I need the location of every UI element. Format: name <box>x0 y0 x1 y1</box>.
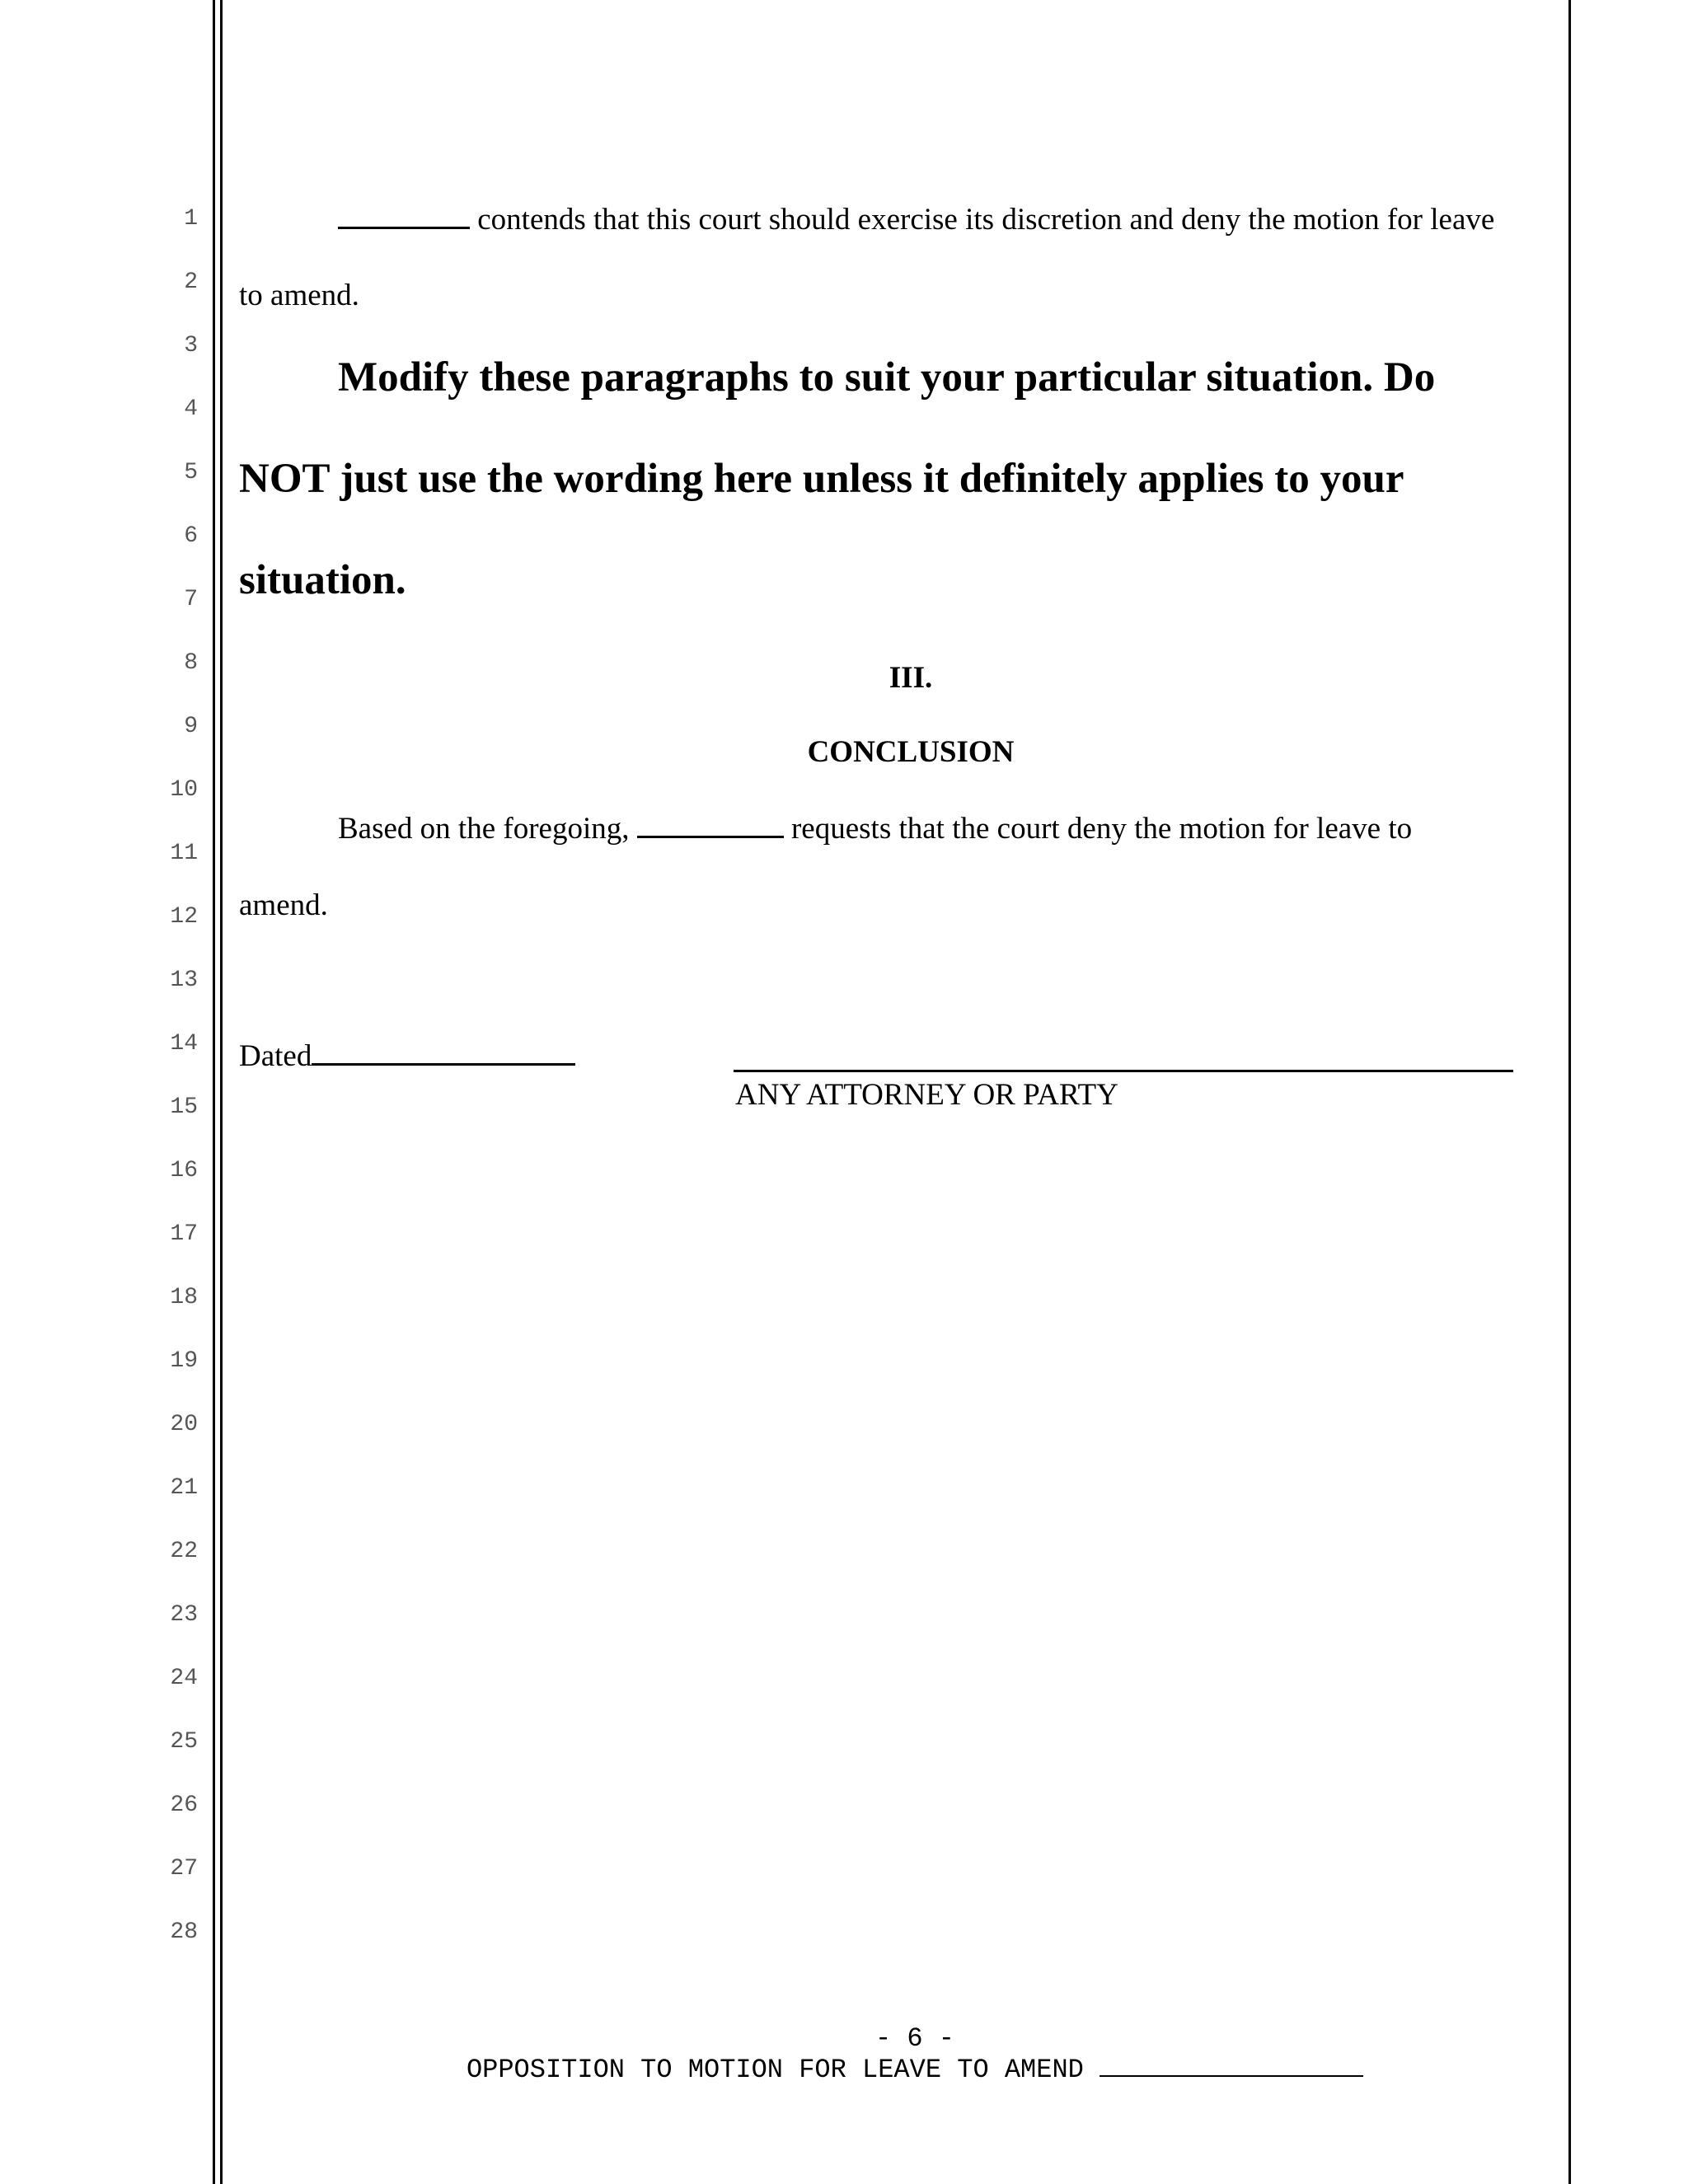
signer-label: ANY ATTORNEY OR PARTY <box>735 1078 1118 1112</box>
footer-case-blank <box>1100 2074 1363 2077</box>
paragraph-contends-text: contends that this court should exercise its discretion and deny the motion for leave <box>477 203 1495 237</box>
line-number: 20 <box>170 1412 198 1437</box>
conclusion-line1 <box>338 813 1412 844</box>
margin-line-left-inner <box>220 0 223 2184</box>
line-number: 14 <box>170 1031 198 1057</box>
line-number: 18 <box>170 1285 198 1310</box>
margin-line-right <box>1568 0 1571 2184</box>
line-number: 1 <box>184 206 198 232</box>
line-number: 4 <box>184 396 198 422</box>
margin-line-left-outer <box>213 0 215 2184</box>
line-number: 23 <box>170 1602 198 1628</box>
line-number: 11 <box>170 841 198 866</box>
paragraph-contends-line2: to amend. <box>239 279 359 312</box>
requesting-party-blank <box>637 835 784 838</box>
line-number: 3 <box>184 333 198 359</box>
line-number: 12 <box>170 904 198 930</box>
line-number: 27 <box>170 1856 198 1882</box>
instruction-note-line1: Modify these paragraphs to suit your particular situation. Do <box>338 354 1436 401</box>
page-number: - 6 - <box>874 2023 954 2054</box>
line-number: 22 <box>170 1539 198 1564</box>
dated-line <box>239 1041 575 1071</box>
conclusion-line2: amend. <box>239 888 328 922</box>
line-number: 16 <box>170 1158 198 1183</box>
line-number: 26 <box>170 1793 198 1818</box>
conclusion-text-a: Based on the foregoing, <box>338 812 630 846</box>
line-number: 6 <box>184 523 198 549</box>
line-number: 15 <box>170 1094 198 1120</box>
line-number: 28 <box>170 1919 198 1945</box>
footer-title-text: OPPOSITION TO MOTION FOR LEAVE TO AMEND <box>466 2055 1084 2085</box>
line-number: 17 <box>170 1221 198 1247</box>
party-name-blank <box>338 226 470 229</box>
paragraph-contends-line1 <box>338 204 1494 235</box>
signature-line <box>734 1070 1513 1072</box>
line-number: 21 <box>170 1475 198 1501</box>
conclusion-text-b: requests that the court deny the motion for leave to <box>790 812 1413 846</box>
dated-label: Dated <box>239 1039 312 1073</box>
line-number: 19 <box>170 1348 198 1374</box>
section-title: CONCLUSION <box>807 735 1015 769</box>
line-number: 25 <box>170 1729 198 1755</box>
instruction-note-line2: NOT just use the wording here unless it definitely applies to your <box>239 456 1404 502</box>
line-number: 13 <box>170 968 198 993</box>
line-number: 9 <box>184 714 198 739</box>
date-blank <box>312 1062 575 1066</box>
line-number: 8 <box>184 650 198 676</box>
line-number: 7 <box>184 587 198 612</box>
instruction-note-line3: situation. <box>239 557 406 603</box>
line-number: 10 <box>170 777 198 803</box>
line-number: 5 <box>184 460 198 485</box>
line-number: 2 <box>184 269 198 295</box>
line-number: 24 <box>170 1666 198 1691</box>
footer-title <box>239 2057 1591 2083</box>
section-number: III. <box>889 661 933 695</box>
